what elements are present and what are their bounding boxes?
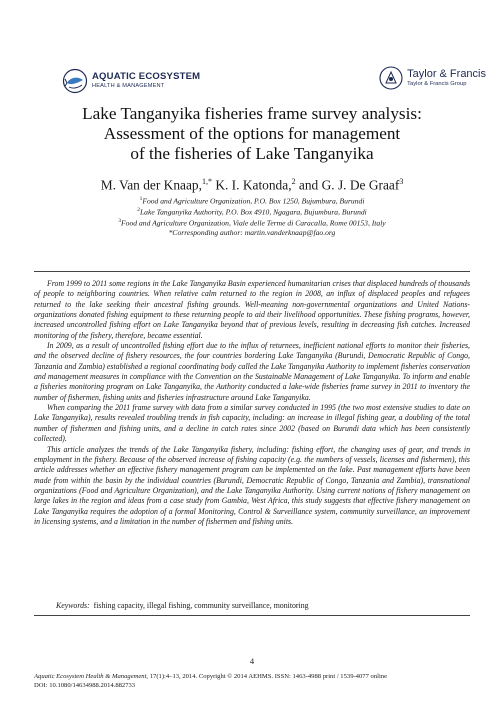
abstract-paragraph: In 2009, as a result of uncontrolled fishing effort due to the influx of returnees, inefficient national efforts to monitor their fisheries, and the observed decline of fishery resources, the four countries bordering Lake Tanganyika (Burundi, Democratic Republic of Congo, Tanzania and Zambia) established a regional coordinating body called the Lake Tanganyika Authority to implement fisheries conservation and management measures in compliance with the Convention on the Sustainable Management of Lake Tanganyika. To inform and enable a fisheries monitoring program on Lake Tanganyika, the Authority conducted a lake-wide fisheries frame survey in 2011 to inventory the number of fishermen, fishing units and fisheries infrastructure around Lake Tanganyika.	[34, 341, 470, 402]
keywords-text: fishing capacity, illegal fishing, community surveillance, monitoring	[93, 601, 309, 610]
publisher-name: Taylor & Francis	[407, 67, 486, 80]
author-affiliation-mark: 2	[291, 177, 296, 186]
author-affiliation-mark: 1,*	[201, 177, 212, 186]
publisher-emblem-icon	[379, 66, 403, 90]
abstract-paragraph: When comparing the 2011 frame survey with data from a similar survey conducted in 1995 (the two most extensive studies to date on Lake Tanganyika), results revealed troubling trends in fish capacity, including: an increase in illegal fishing gear, a doubling of the total number of fishermen and fishing units, and a decline in catch rates since 2002 (based on Burundi data which has been consistently collected).	[34, 403, 470, 444]
affiliation-text: Lake Tanganyika Authority, P.O. Box 4910, Ngagara, Bujumbura, Burundi	[139, 207, 367, 217]
article-title	[40, 104, 464, 164]
publisher-subtitle: Taylor & Francis Group	[407, 80, 467, 87]
title-line: of the fisheries of Lake Tanganyika	[130, 144, 374, 163]
abstract-paragraph: This article analyzes the trends of the Lake Tanganyika fishery, including: fishing effort, the changing uses of gear, and trends in employment in the fishery. Because of the observed increase of fishing capacity (e.g. the numbers of vessels, licenses and fishermen), this article addresses whether an effective fishery management program can be implemented on the lake. Past management efforts have been made from within the basin by the individual countries (Burundi, Democratic Republic of Congo, Tanzania and Zambia), transnational organizations (Food and Agriculture Organization), and the Lake Tanganyika Authority. Using current notions of fishery management on large lakes in the region and ideas from a case study from Gambia, West Africa, this study suggests that effective fishery management on Lake Tanganyika requires the adoption of a formal Monitoring, Control & Surveillance system, community surveillance, an improvement in licensing systems, and a limitation in the number of fishermen and fishing units.	[34, 444, 470, 526]
keywords	[56, 601, 309, 610]
page-number: 4	[249, 656, 255, 666]
title-line: Assessment of the options for management	[103, 124, 401, 143]
author-name: and G. J. De Graaf	[295, 177, 400, 193]
keywords-label: Keywords:	[56, 601, 90, 610]
abstract-paragraph: From 1999 to 2011 some regions in the Lake Tanganyika Basin experienced humanitarian crises that displaced hundreds of thousands of people to neighboring countries. When relative calm returned to the region in 2008, an influx of displaced peoples and refugees returned to the lake seeking their ancestral fishing grounds. Well-meaning non-governmental organizations and United Nations-organizations donated fishing equipment to these returning people to aid their livelihood opportunities. These fishing programs, however, increased uncontrolled fishing effort on Lake Tanganyika beyond that of previous levels, resulting in decreasing fish catches. Increased monitoring of the fishery, therefore, became essential.	[34, 279, 470, 340]
affiliation-mark: 2	[137, 207, 140, 213]
abstract	[34, 279, 470, 527]
citation-footer	[34, 672, 387, 690]
author-list	[30, 173, 474, 194]
author-name: M. Van der Knaap,	[100, 177, 202, 193]
publisher-logo	[379, 66, 486, 90]
affiliation-text: Food and Agriculture Organization, Viale delle Terme di Caracalla, Rome 00153, Italy	[121, 218, 386, 228]
footer-citation: 17(1):4–13, 2014. Copyright © 2014 AEHMS. ISSN: 1463-4988 print / 1539-4077 online	[148, 673, 387, 680]
corresponding-author: *Corresponding author: martin.vanderknaap@fao.org	[168, 228, 336, 237]
abstract-bottom-rule	[34, 615, 470, 616]
journal-logo-subtitle: HEALTH & MANAGEMENT	[92, 82, 165, 89]
journal-logo	[62, 68, 200, 94]
author-affiliation-mark: 3	[399, 177, 404, 186]
fish-logo-icon	[62, 68, 88, 94]
affiliation-mark: 3	[118, 218, 122, 224]
footer-journal: Aquatic Ecosystem Health & Management,	[34, 673, 149, 680]
title-line: Lake Tanganyika fisheries frame survey analysis:	[82, 104, 422, 123]
affiliation-mark: 1	[139, 196, 143, 202]
abstract-top-rule	[34, 271, 470, 272]
footer-doi: DOI: 10.1080/14634988.2014.882733	[34, 682, 136, 689]
author-name: K. I. Katonda,	[211, 177, 292, 193]
affiliation-text: Food and Agriculture Organization, P.O. Box 1250, Bujumbura, Burundi	[142, 196, 365, 206]
journal-logo-name: AQUATIC ECOSYSTEM	[92, 71, 201, 83]
